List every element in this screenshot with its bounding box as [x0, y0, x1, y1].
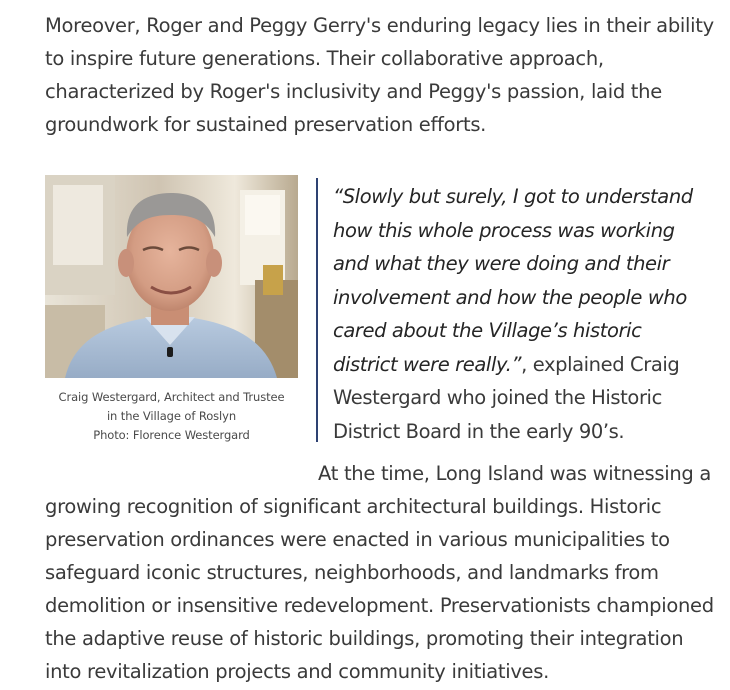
quote-text: “Slowly but surely, I got to understand how this whole process was working and what they were doing and their involvement and how the people who cared about the Village’s historic district were really.”: [333, 185, 693, 376]
portrait-photo: [45, 175, 298, 378]
photo-caption: [45, 388, 298, 445]
pull-quote: [333, 180, 703, 448]
caption-line: in the Village of Roslyn: [106, 409, 237, 423]
intro-paragraph: Moreover, Roger and Peggy Gerry's enduring legacy lies in their ability to inspire future generations. Their collaborative approach, characterized by Roger's inclusivity and Peggy's passion, laid the groundwork for sustained preservation efforts.: [45, 14, 714, 136]
body-paragraph: At the time, Long Island was witnessing a growing recognition of significant architectural buildings. Historic preservation ordinances were enacted in various municipalities to safeguard iconic structures, neighborhoods, and landmarks from demolition or insensitive redevelopment. Preservationists championed the adaptive reuse of historic buildings, promoting their integration into revitalization projects and community initiatives.: [45, 462, 714, 683]
portrait-photo-illustration: [45, 175, 298, 378]
quote-attribution: , explained Craig Westergard who joined the Historic District Board in the early 90’s.: [333, 352, 680, 443]
caption-line: Photo: Florence Westergard: [93, 428, 250, 442]
quote-accent-rule: [316, 178, 318, 442]
caption-line: Craig Westergard, Architect and Trustee: [58, 390, 285, 404]
